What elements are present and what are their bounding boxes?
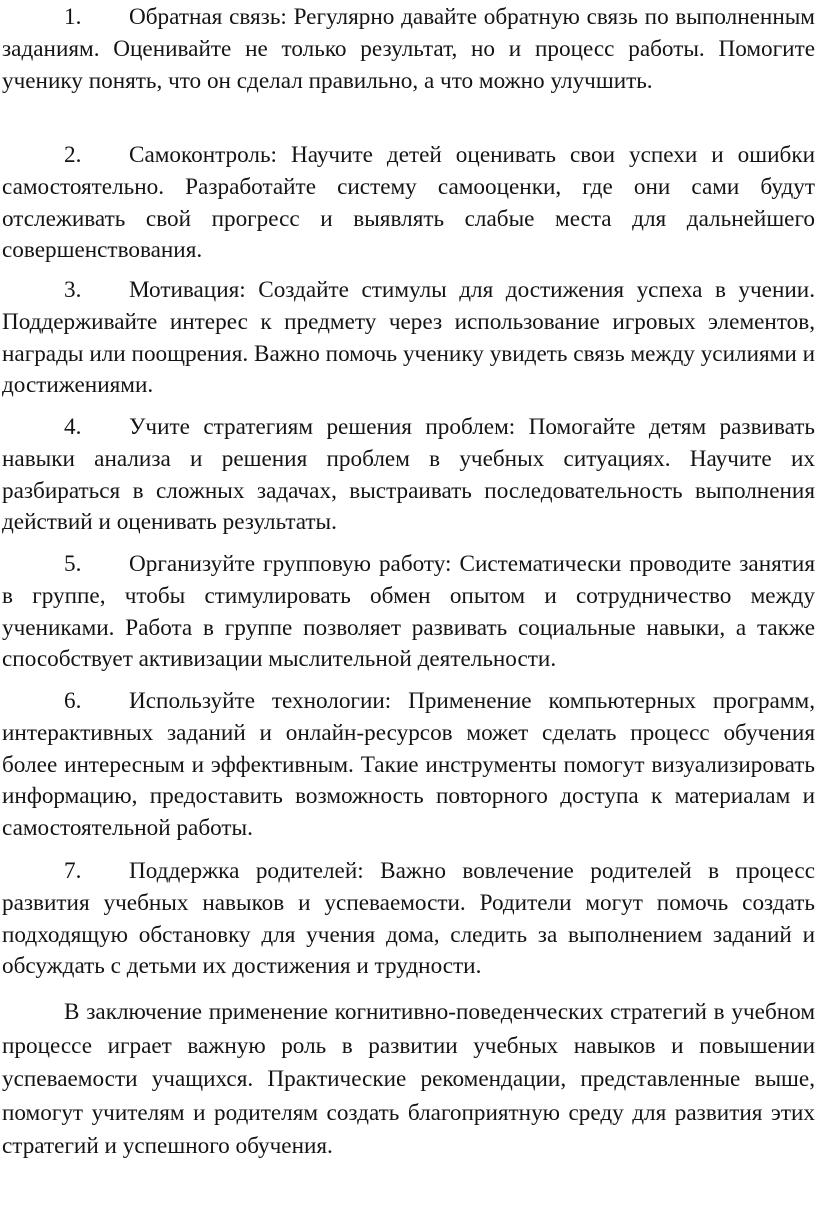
list-item-1 [2,2,815,97]
list-item-number: 6. [64,688,82,714]
list-item-text: Учите стратегиям решения проблем: Помогайте детям развивать навыки анализа и решения проблем в учебных ситуациях. Научите их разбираться в сложных задачах, выстраивать последовательность выполнения действий и оценивать результаты. [2,414,815,536]
list-item-number: 1. [64,4,82,30]
list-item-number: 7. [64,858,82,884]
list-item-number: 2. [64,142,82,168]
list-item-number: 4. [64,414,82,440]
list-item-number: 3. [64,277,82,303]
list-item-4 [2,412,815,539]
list-item-text: Обратная связь: Регулярно давайте обратную связь по выполненным заданиям. Оценивайте не только результат, но и процесс работы. Помогите ученику понять, что он сделал правильно, а что можно улучшить. [2,4,815,94]
list-item-text: Мотивация: Создайте стимулы для достижения успеха в учении. Поддерживайте интерес к предмету через использование игровых элементов, награды или поощрения. Важно помочь ученику увидеть связь между усилиями и достижениями. [2,277,815,399]
list-item-2 [2,140,815,267]
conclusion-paragraph: В заключение применение когнитивно-поведенческих стратегий в учебном процессе играет важную роль в развитии учебных навыков и повышении успеваемости учащихся. Практические рекомендации, представленные выше, помогут учителям и родителям создать благоприятную среду для развития этих стратегий и успешного обучения. [2,999,815,1159]
list-item-6 [2,686,815,845]
list-item-5 [2,549,815,676]
list-item-text: Самоконтроль: Научите детей оценивать свои успехи и ошибки самостоятельно. Разработайте систему самооценки, где они сами будут отслеживать свой прогресс и выявлять слабые места для дальнейшего совершенствования. [2,142,815,264]
list-item-text: Используйте технологии: Применение компьютерных программ, интерактивных заданий и онлайн-ресурсов может сделать процесс обучения более интересным и эффективным. Такие инструменты помогут визуализировать информацию, предоставить возможность повторного доступа к материалам и самостоятельной работы. [2,688,815,842]
list-item-number: 5. [64,551,82,577]
list-item-7 [2,856,815,983]
list-item-text: Поддержка родителей: Важно вовлечение родителей в процесс развития учебных навыков и успеваемости. Родители могут помочь создать подходящую обстановку для учения дома, следить за выполнением заданий и обсуждать с детьми их достижения и трудности. [2,858,815,980]
list-item-text: Организуйте групповую работу: Систематически проводите занятия в группе, чтобы стимулировать обмен опытом и сотрудничество между учениками. Работа в группе позволяет развивать социальные навыки, а также способствует активизации мыслительной деятельности. [2,551,815,673]
list-item-3 [2,275,815,402]
